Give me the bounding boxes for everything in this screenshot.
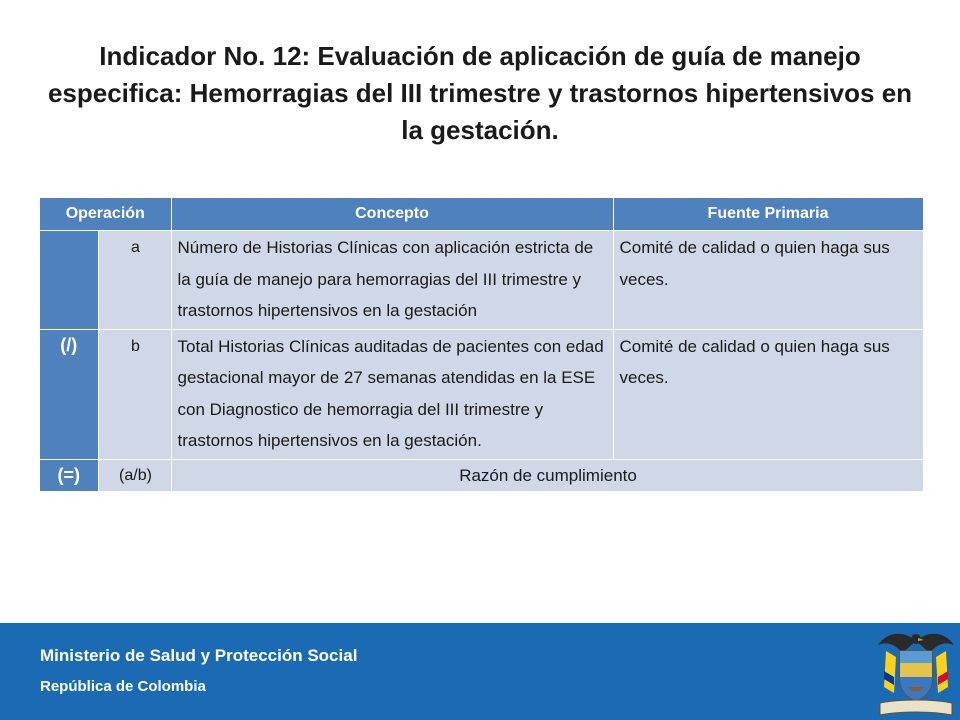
fuente-cell: Comité de calidad o quien haga sus veces.: [613, 231, 923, 330]
operation-cell: (=): [40, 459, 98, 491]
table-header-row: [40, 198, 923, 231]
header-fuente-primaria: Fuente Primaria: [613, 198, 923, 231]
ministry-name: Ministerio de Salud y Protección Social: [40, 646, 358, 665]
header-concepto: Concepto: [171, 198, 613, 231]
table-row: [40, 329, 923, 459]
table-row: [40, 231, 923, 330]
page-title: Indicador No. 12: Evaluación de aplicación de guía de manejo especifica: Hemorragias del III trimestre y trastornos hipertensivos en la gestación.: [47, 41, 913, 145]
footer-bar: [0, 623, 960, 720]
header-operacion: Operación: [40, 198, 171, 231]
republic-name: República de Colombia: [40, 678, 206, 695]
table-row: [40, 459, 923, 491]
indicator-table: [40, 198, 924, 491]
operation-cell: (/): [40, 329, 98, 459]
concepto-cell: Total Historias Clínicas auditadas de pacientes con edad gestacional mayor de 27 semanas atendidas en la ESE con Diagnostico de hemorragia del III trimestre y trastornos hipertensivos en la gestación.: [171, 329, 613, 459]
result-cell: Razón de cumplimiento: [171, 459, 923, 491]
operation-cell: [40, 231, 98, 330]
variable-cell: a: [98, 231, 171, 330]
variable-cell: (a/b): [98, 459, 171, 491]
fuente-cell: Comité de calidad o quien haga sus veces.: [613, 329, 923, 459]
concepto-cell: Número de Historias Clínicas con aplicación estricta de la guía de manejo para hemorragias del III trimestre y trastornos hipertensivos en la gestación: [171, 231, 613, 330]
variable-cell: b: [98, 329, 171, 459]
coat-of-arms-icon: [872, 623, 960, 720]
